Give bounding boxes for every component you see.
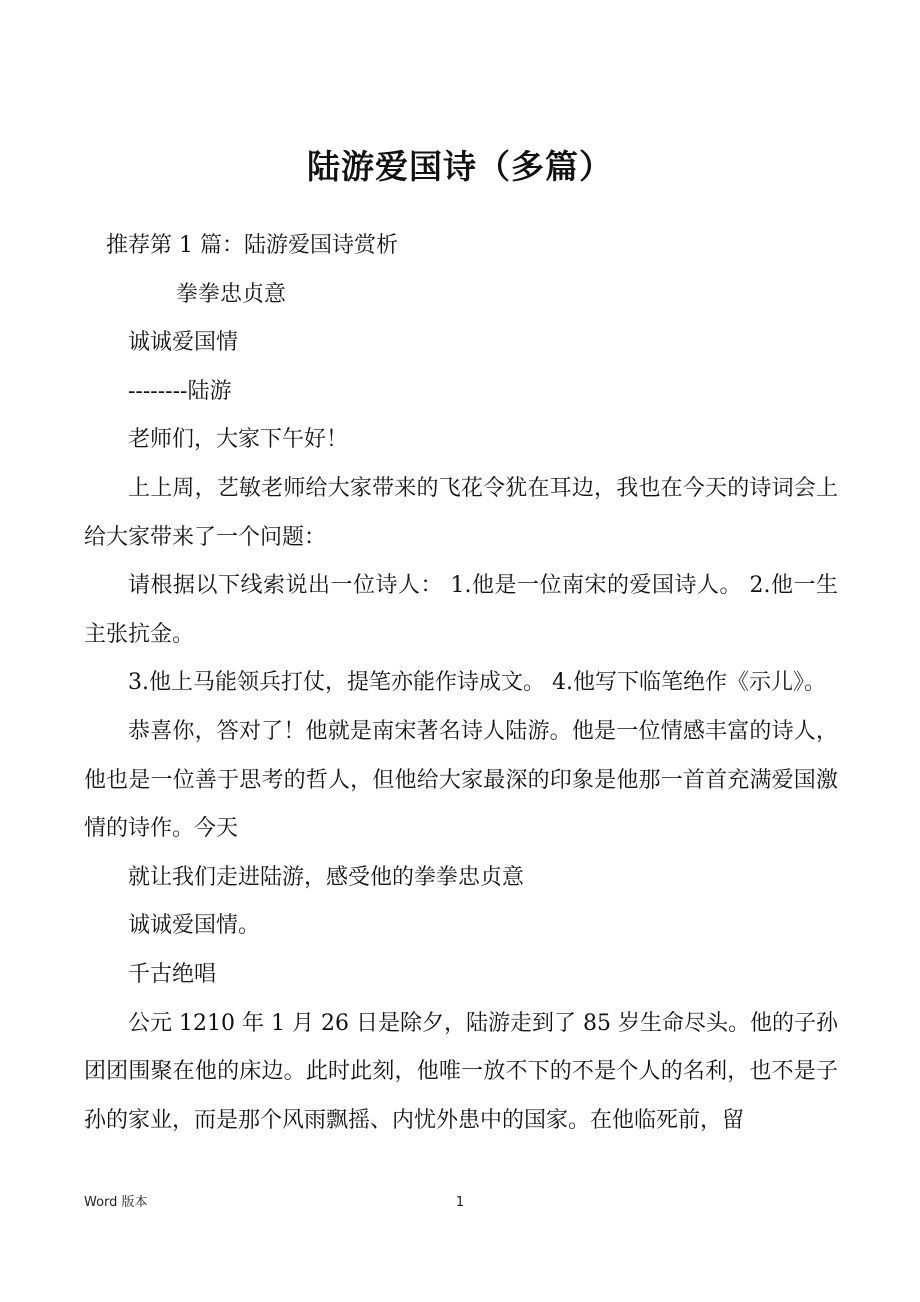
paragraph-clues-1: 请根据以下线索说出一位诗人： 1.他是一位南宋的爱国诗人。 2.他一生主张抗金。 <box>84 573 838 647</box>
paragraph-author-line: --------陆游 <box>128 378 232 404</box>
footer-label: Word 版本 <box>84 1195 148 1210</box>
paragraph-theme-line-1: 拳拳忠贞意 <box>176 281 287 307</box>
paragraph-lead-in: 就让我们走进陆游，感受他的拳拳忠贞意 <box>128 864 525 890</box>
paragraph-clues-2: 3.他上马能领兵打仗，提笔亦能作诗成文。 4.他写下临笔绝作《示儿》。 <box>128 670 826 696</box>
paragraph-intro: 上上周，艺敏老师给大家带来的飞花令犹在耳边，我也在今天的诗词会上给大家带来了一个问题： <box>84 475 838 550</box>
paragraph-answer: 恭喜你，答对了！他就是南宋著名诗人陆游。他是一位情感丰富的诗人，他也是一位善于思考的哲人，但他给大家最深的印象是他那一首首充满爱国激情的诗作。今天 <box>84 718 838 842</box>
paragraph-greeting: 老师们，大家下午好！ <box>128 427 349 453</box>
paragraph-theme-line-2: 诚诚爱国情 <box>128 330 239 356</box>
paragraph-recommend-heading: 推荐第 1 篇：陆游爱国诗赏析 <box>106 233 398 258</box>
paragraph-lead-in-end: 诚诚爱国情。 <box>128 913 261 939</box>
section-heading: 千古绝唱 <box>128 961 217 987</box>
document-body <box>84 222 838 1145</box>
footer-page-number: 1 <box>455 1195 465 1210</box>
document-title: 陆游爱国诗（多篇） <box>307 147 613 186</box>
paragraph-story: 公元 1210 年 1 月 26 日是除夕，陆游走到了 85 岁生命尽头。他的子孙团团围聚在他的床边。此时此刻，他唯一放不下的不是个人的名利，也不是子孙的家业，而是那个风雨飘摇、内忧外患中的国家。在他临死前，留 <box>84 1010 838 1133</box>
